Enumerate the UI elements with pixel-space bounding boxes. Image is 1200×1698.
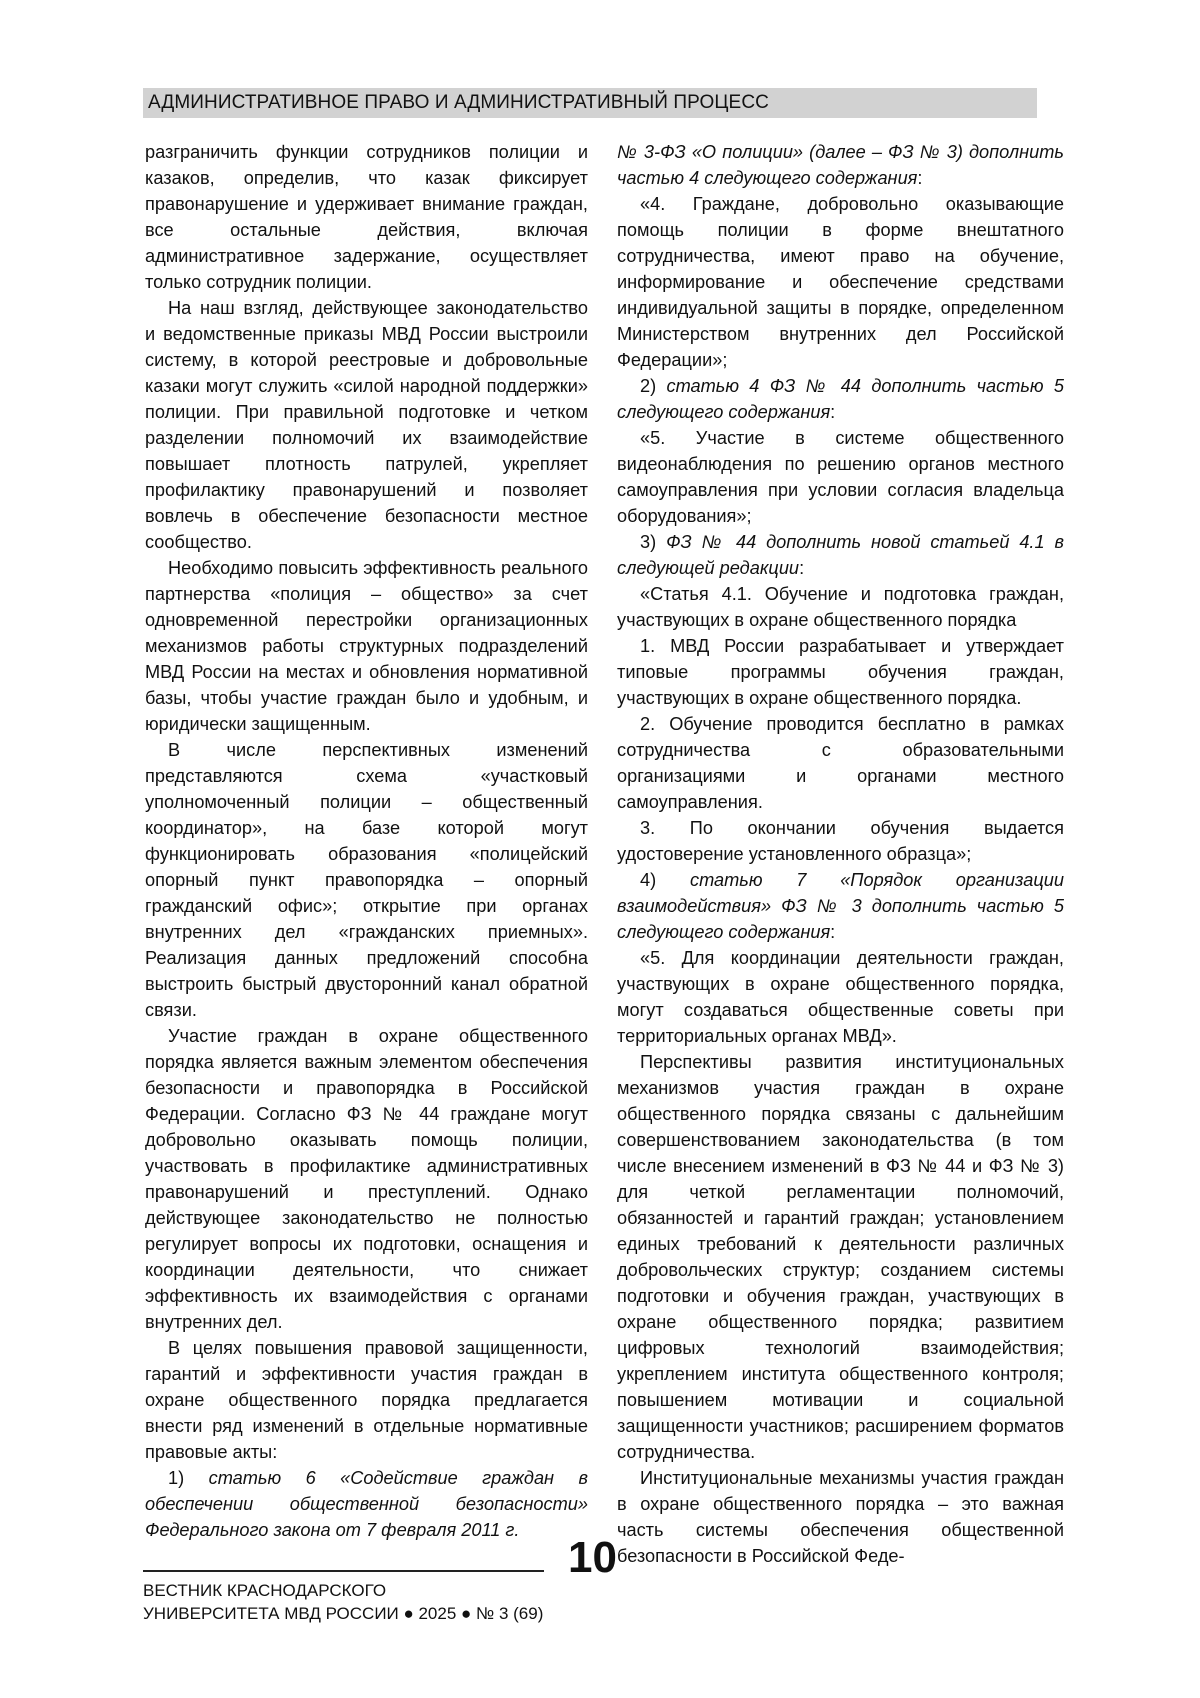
footer-divider bbox=[143, 1570, 544, 1572]
list-number: 1) bbox=[168, 1468, 209, 1488]
punctuation: : bbox=[799, 558, 805, 578]
paragraph: Необходимо повысить эффективность реального партнерства «полиция – общество» за счет одновременной перестройки организационных механизмов работы структурных подразделений МВД России на местах и обновления нормативной базы, чтобы участие граждан было и удобным, и юридически защищенным. bbox=[145, 558, 588, 734]
journal-title bbox=[143, 1579, 603, 1625]
punctuation: : bbox=[830, 402, 836, 422]
paragraph: В числе перспективных изменений представляются схема «участковый уполномоченный полиции – общественный координатор», на базе которой могут функционировать образования «полицейский опорный пункт правопорядка – опорный гражданский офис»; открытие при органах внутренних дел «гражданских приемных». Реализация данных предложений способна выстроить быстрый двусторонний канал обратной связи. bbox=[145, 740, 588, 1020]
paragraph: 3. По окончании обучения выдается удостоверение установленного образца»; bbox=[617, 818, 1064, 864]
paragraph: Институциональные механизмы участия граждан в охране общественного порядка – это важная часть системы обеспечения общественной безопасности в Российской Феде- bbox=[617, 1468, 1064, 1566]
amendment-text: статью 4 ФЗ № 44 дополнить частью 5 следующего содержания bbox=[617, 376, 1064, 422]
amendment-text: ФЗ № 44 дополнить новой статьей 4.1 в следующей редакции bbox=[617, 532, 1064, 578]
page-number: 10 bbox=[568, 1533, 617, 1582]
journal-issue-line: УНИВЕРСИТЕТА МВД РОССИИ ● 2025 ● № 3 (69) bbox=[143, 1604, 544, 1623]
paragraph: 2. Обучение проводится бесплатно в рамках сотрудничества с образовательными организациями и органами местного самоуправления. bbox=[617, 714, 1064, 812]
paragraph bbox=[617, 867, 1064, 945]
paragraph bbox=[617, 373, 1064, 425]
list-number: 3) bbox=[640, 532, 667, 552]
paragraph: разграничить функции сотрудников полиции и казаков, определив, что казак фиксирует правонарушение и удерживает внимание граждан, все остальные действия, включая административное задержание, осуществляет только сотрудник полиции. bbox=[145, 142, 588, 292]
paragraph: «5. Для координации деятельности граждан, участвующих в охране общественного порядка, могут создаваться общественные советы при территориальных органах МВД». bbox=[617, 948, 1064, 1046]
amendment-text: № 3-ФЗ «О полиции» (далее – ФЗ № 3) дополнить частью 4 следующего содержания bbox=[617, 142, 1064, 188]
paragraph: «4. Граждане, добровольно оказывающие помощь полиции в форме внештатного сотрудничества, имеют право на обучение, информирование и обеспечение средствами индивидуальной защиты в порядке, определенном Министерством внутренних дел Российской Федерации»; bbox=[617, 194, 1064, 370]
paragraph: «5. Участие в системе общественного видеонаблюдения по решению органов местного самоуправления при условии согласия владельца оборудования»; bbox=[617, 428, 1064, 526]
punctuation: : bbox=[917, 168, 923, 188]
paragraph: В целях повышения правовой защищенности, гарантий и эффективности участия граждан в охране общественного порядка предлагается внести ряд изменений в отдельные нормативные правовые акты: bbox=[145, 1338, 588, 1462]
paragraph bbox=[617, 529, 1064, 581]
amendment-text: статью 6 «Содействие граждан в обеспечении общественной безопасности» Федерального закона от 7 февраля 2011 г. bbox=[145, 1468, 588, 1540]
paragraph bbox=[145, 1465, 588, 1543]
section-title: АДМИНИСТРАТИВНОЕ ПРАВО И АДМИНИСТРАТИВНЫЙ ПРОЦЕСС bbox=[148, 92, 769, 113]
amendment-text: статью 7 «Порядок организации взаимодействия» ФЗ № 3 дополнить частью 5 следующего содержания bbox=[617, 870, 1064, 942]
punctuation: : bbox=[830, 922, 836, 942]
right-column bbox=[617, 139, 1064, 1566]
paragraph: На наш взгляд, действующее законодательство и ведомственные приказы МВД России выстроили систему, в которой реестровые и добровольные казаки могут служить «силой народной поддержки» полиции. При правильной подготовке и четком разделении полномочий их взаимодействие повышает плотность патрулей, укрепляет профилактику правонарушений и позволяет вовлечь в обеспечение безопасности местное сообщество. bbox=[145, 298, 588, 552]
paragraph: Участие граждан в охране общественного порядка является важным элементом обеспечения безопасности и правопорядка в Российской Федерации. Согласно ФЗ № 44 граждане могут добровольно оказывать помощь полиции, участвовать в профилактике административных правонарушений и преступлений. Однако действующее законодательство не полностью регулирует вопросы их подготовки, оснащения и координации деятельности, что снижает эффективность их взаимодействия с органами внутренних дел. bbox=[145, 1026, 588, 1332]
journal-title-line: ВЕСТНИК КРАСНОДАРСКОГО bbox=[143, 1581, 387, 1600]
list-number: 2) bbox=[640, 376, 667, 396]
list-number: 4) bbox=[640, 870, 690, 890]
paragraph: 1. МВД России разрабатывает и утверждает типовые программы обучения граждан, участвующих в охране общественного порядка. bbox=[617, 636, 1064, 708]
paragraph: Перспективы развития институциональных механизмов участия граждан в охране общественного порядка связаны с дальнейшим совершенствованием законодательства (в том числе внесением изменений в ФЗ № 44 и ФЗ № 3) для четкой регламентации полномочий, обязанностей и гарантий граждан; установлением единых требований к деятельности различных добровольческих структур; созданием системы подготовки и обучения граждан, участвующих в охране общественного порядка; развитием цифровых технологий взаимодействия; укреплением института общественного контроля; повышением мотивации и социальной защищенности участников; расширением форматов сотрудничества. bbox=[617, 1052, 1064, 1462]
paragraph bbox=[617, 139, 1064, 191]
left-column bbox=[145, 139, 588, 1540]
paragraph: «Статья 4.1. Обучение и подготовка граждан, участвующих в охране общественного порядка bbox=[617, 584, 1064, 630]
